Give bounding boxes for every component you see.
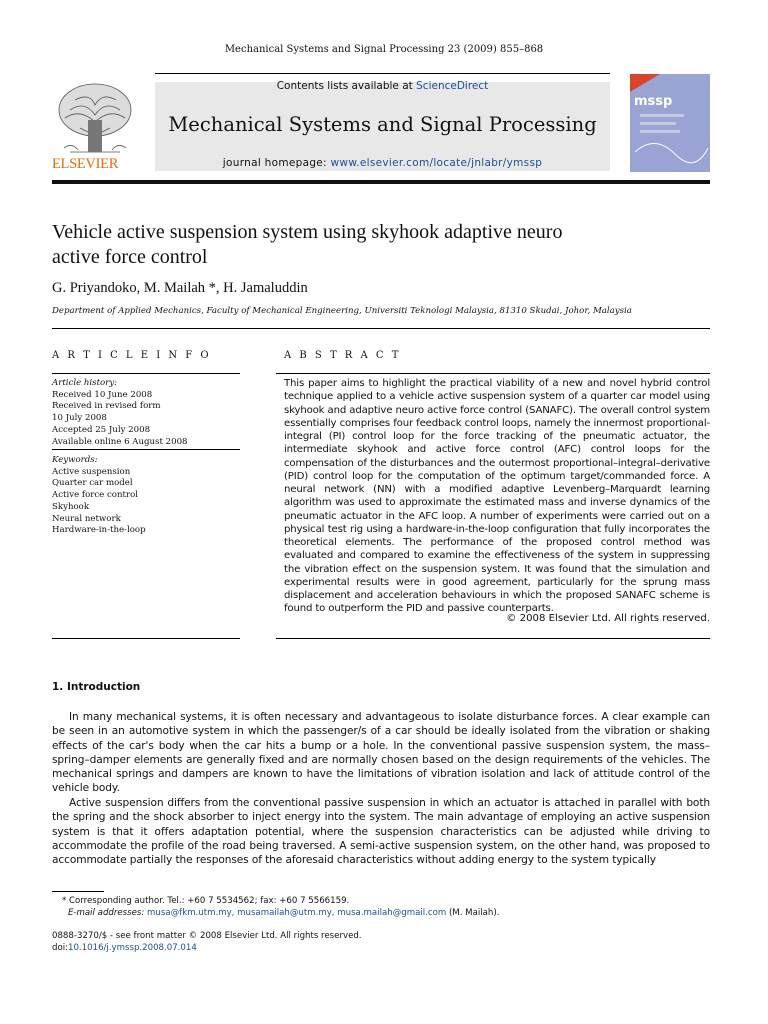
doi-line	[52, 942, 710, 955]
footnote-rule	[52, 891, 104, 892]
contents-prefix: Contents lists available at	[276, 80, 417, 92]
section-heading-introduction: 1. Introduction	[52, 681, 141, 693]
keyword-item: Active suspension	[52, 466, 131, 477]
homepage-prefix: journal homepage:	[222, 157, 331, 169]
email-suffix: (M. Mailah).	[446, 908, 500, 918]
intro-paragraph-2: Active suspension differs from the conventional passive suspension in which an actuator is attached in parallel with both the spring and the shock absorber to inject energy into the system. The main advantage of employing an active suspension system is that it offers adaptation potential, where the suspension characteristics can be adjusted while driving to accommodate the profile of the road being traversed. A semi-active suspension system, on the other hand, was proposed to accommodate partially the responses of the aforesaid characteristics without adding energy to the system typically	[52, 797, 710, 867]
article-title	[52, 220, 672, 270]
title-line-1: Vehicle active suspension system using skyhook adaptive neuro	[52, 221, 563, 243]
cover-decoration	[630, 74, 710, 172]
article-history	[52, 378, 240, 448]
abstract-text: This paper aims to highlight the practical viability of a new and novel hybrid control technique applied to a vehicle active suspension system of a quarter car model using skyhook and adaptive neuro active force control (SANAFC). The overall control system essentially comprises four feedback control loops, namely the innermost proportional-integral (PI) control loop for the force tracking of the pneumatic actuator, the intermediate skyhook and active force control (AFC) control loops for the compensation of the disturbances and the outermost proportional–integral–derivative (PID) control loop for the computation of the optimum target/commanded force. A neural network (NN) with a modified adaptive Levenberg–Marquardt learning algorithm was used to approximate the estimated mass and inverse dynamics of the pneumatic actuator in the AFC loop. A number of experiments were carried out on a physical test rig using a hardware-in-the-loop configuration that fully incorporates the theoretical elements. The performance of the proposed control method was evaluated and compared to examine the effectiveness of the system in suppressing the vibration effect on the suspension system. It was found that the simulation and experimental results were in good agreement, particularly for the sprung mass displacement and acceleration behaviours in which the proposed SANAFC scheme is found to outperform the PID and passive counterparts.	[284, 378, 710, 615]
keywords-label: Keywords:	[52, 455, 98, 465]
info-rule-bottom	[52, 638, 240, 639]
keyword-item: Active force control	[52, 490, 138, 501]
doi-prefix: doi:	[52, 943, 68, 953]
history-item: Received 10 June 2008	[52, 389, 153, 400]
homepage-link[interactable]: www.elsevier.com/locate/jnlabr/ymssp	[330, 157, 543, 169]
running-head: Mechanical Systems and Signal Processing 23 (2009) 855–868	[224, 44, 544, 55]
title-rule	[52, 328, 710, 329]
history-label: Article history:	[52, 378, 118, 388]
article-info-heading: A R T I C L E I N F O	[52, 350, 212, 361]
abstract-copyright: © 2008 Elsevier Ltd. All rights reserved.	[506, 613, 710, 624]
journal-title: Mechanical Systems and Signal Processing	[168, 113, 597, 136]
abstract-heading: A B S T R A C T	[284, 350, 401, 361]
keyword-item: Quarter car model	[52, 478, 133, 489]
keyword-item: Skyhook	[52, 501, 90, 512]
doi-link[interactable]: 10.1016/j.ymssp.2008.07.014	[68, 943, 197, 953]
journal-homepage	[155, 157, 610, 169]
abstract-rule-top	[276, 373, 710, 374]
history-item: Accepted 25 July 2008	[52, 424, 151, 435]
abstract-rule-bottom	[276, 638, 710, 639]
contents-line	[155, 80, 610, 92]
issn-line: 0888-3270/$ - see front matter © 2008 Elsevier Ltd. All rights reserved.	[52, 931, 362, 941]
affiliation: Department of Applied Mechanics, Faculty of Mechanical Engineering, Universiti Teknologi Malaysia, 81310 Skudai, Johor, Malaysia	[52, 306, 632, 316]
info-rule-top	[52, 373, 240, 374]
journal-cover-image	[630, 74, 710, 172]
cover-label: mssp	[634, 94, 673, 109]
header-rule-top	[155, 73, 610, 74]
history-item: Available online 6 August 2008	[52, 436, 188, 447]
info-rule-middle	[52, 449, 240, 450]
sciencedirect-link[interactable]: ScienceDirect	[416, 80, 489, 92]
authors: G. Priyandoko, M. Mailah *, H. Jamaluddin	[52, 280, 308, 296]
email-label: E-mail addresses:	[68, 908, 145, 918]
keyword-item: Neural network	[52, 513, 121, 524]
header-rule-bottom	[52, 180, 710, 184]
history-item: 10 July 2008	[52, 413, 107, 424]
footnote-corresponding: * Corresponding author. Tel.: +60 7 5534562; fax: +60 7 5566159.	[62, 896, 350, 906]
intro-paragraph-1: In many mechanical systems, it is often necessary and advantageous to isolate disturbance forces. A clear example can be seen in an automotive system in which the passenger/s of a car should be ideally isolated from the vibration or shaking effects of the car's body when the car hits a bump or a hole. In the conventional passive suspension system, the mass–spring–damper elements are generally fixed and are normally chosen based on the design requirements of the vehicles. The mechanical springs and dampers are known to have the limitations of vibration isolation and lack of attitude control of the vehicle body.	[52, 711, 710, 795]
title-line-2: active force control	[52, 246, 208, 268]
email-links[interactable]: musa@fkm.utm.my, musamailah@utm.my, musa.mailah@gmail.com	[147, 908, 447, 918]
footnote-emails	[52, 907, 726, 920]
keywords	[52, 455, 240, 537]
keyword-item: Hardware-in-the-loop	[52, 525, 146, 536]
history-item: Received in revised form	[52, 401, 161, 412]
elsevier-wordmark: ELSEVIER	[52, 156, 119, 172]
